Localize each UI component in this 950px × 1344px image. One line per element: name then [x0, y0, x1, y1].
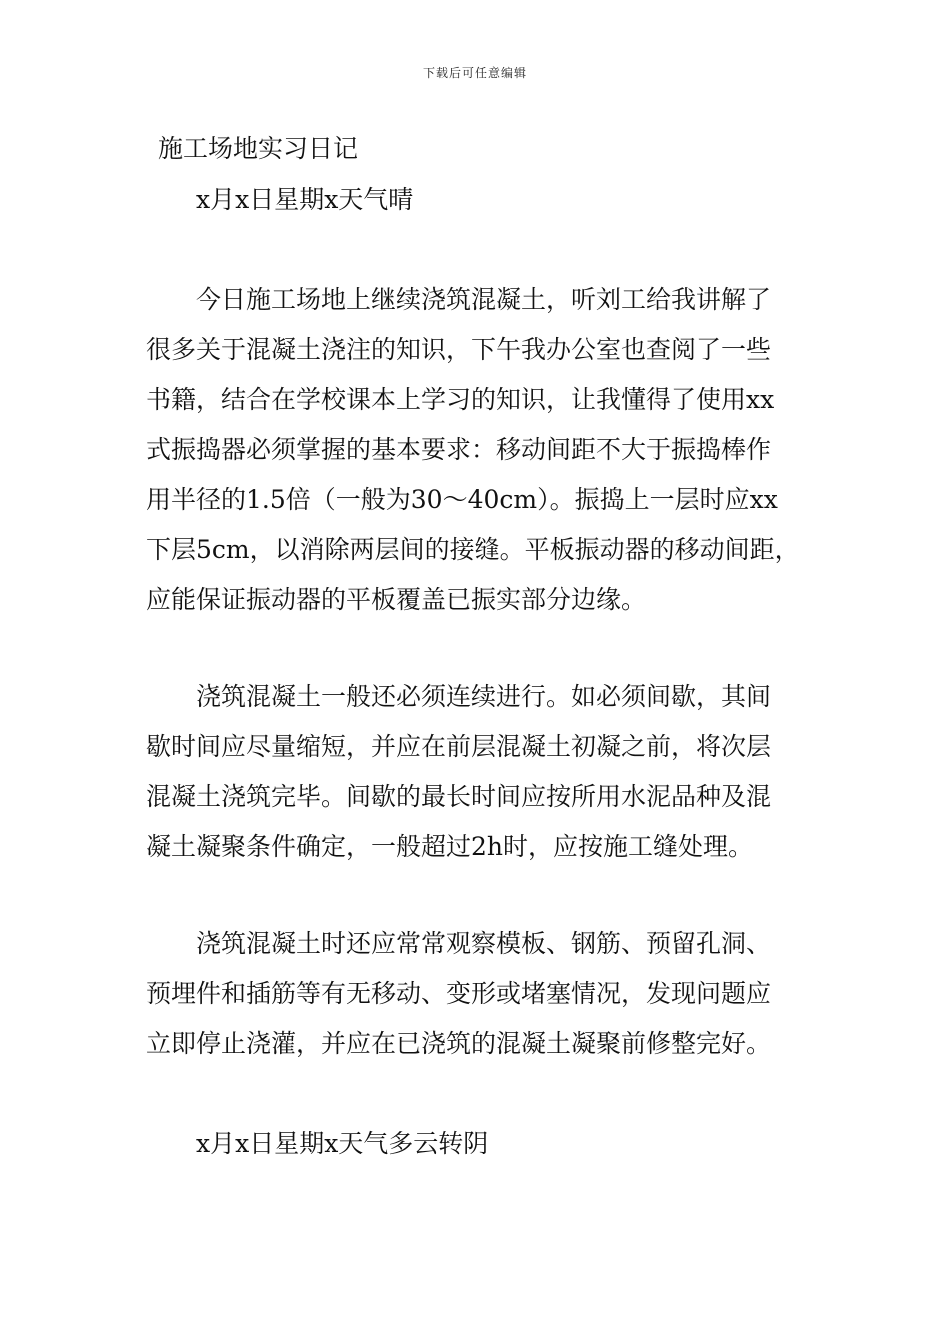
document-title: 施工场地实习日记: [158, 134, 359, 163]
page-header: 下载后可任意编辑: [422, 66, 527, 80]
paragraph-line: 书籍，结合在学校课本上学习的知识，让我懂得了使用xx: [146, 385, 775, 414]
paragraph-2: [146, 672, 814, 872]
paragraph-line: 预埋件和插筋等有无移动、变形或堵塞情况，发现问题应: [146, 979, 772, 1008]
paragraph-line: 歇时间应尽量缩短，并应在前层混凝土初凝之前，将次层: [146, 732, 772, 761]
paragraph-line: 立即停止浇灌，并应在已浇筑的混凝土凝聚前修整完好。: [146, 1029, 772, 1058]
paragraph-3: [146, 919, 814, 1069]
paragraph-line: 应能保证振动器的平板覆盖已振实部分边缘。: [146, 585, 647, 614]
paragraph-line: 式振捣器必须掌握的基本要求：移动间距不大于振捣棒作: [146, 435, 772, 464]
paragraph-line: 用半径的1.5倍（一般为30～40cm）。振捣上一层时应xx: [146, 485, 778, 514]
entry-date-2: x月x日星期x天气多云转阴: [196, 1129, 489, 1158]
paragraph-line: 浇筑混凝土时还应常常观察模板、钢筋、预留孔洞、: [196, 929, 772, 958]
paragraph-1: [146, 275, 814, 625]
paragraph-line: 很多关于混凝土浇注的知识，下午我办公室也查阅了一些: [146, 335, 772, 364]
entry-date-1: x月x日星期x天气晴: [196, 185, 414, 214]
paragraph-line: 下层5cm，以消除两层间的接缝。平板振动器的移动间距，: [146, 535, 800, 564]
paragraph-line: 今日施工场地上继续浇筑混凝土，听刘工给我讲解了: [196, 285, 772, 314]
paragraph-line: 凝土凝聚条件确定，一般超过2h时，应按施工缝处理。: [146, 832, 754, 861]
paragraph-line: 混凝土浇筑完毕。间歇的最长时间应按所用水泥品种及混: [146, 782, 772, 811]
paragraph-line: 浇筑混凝土一般还必须连续进行。如必须间歇，其间: [196, 682, 772, 711]
